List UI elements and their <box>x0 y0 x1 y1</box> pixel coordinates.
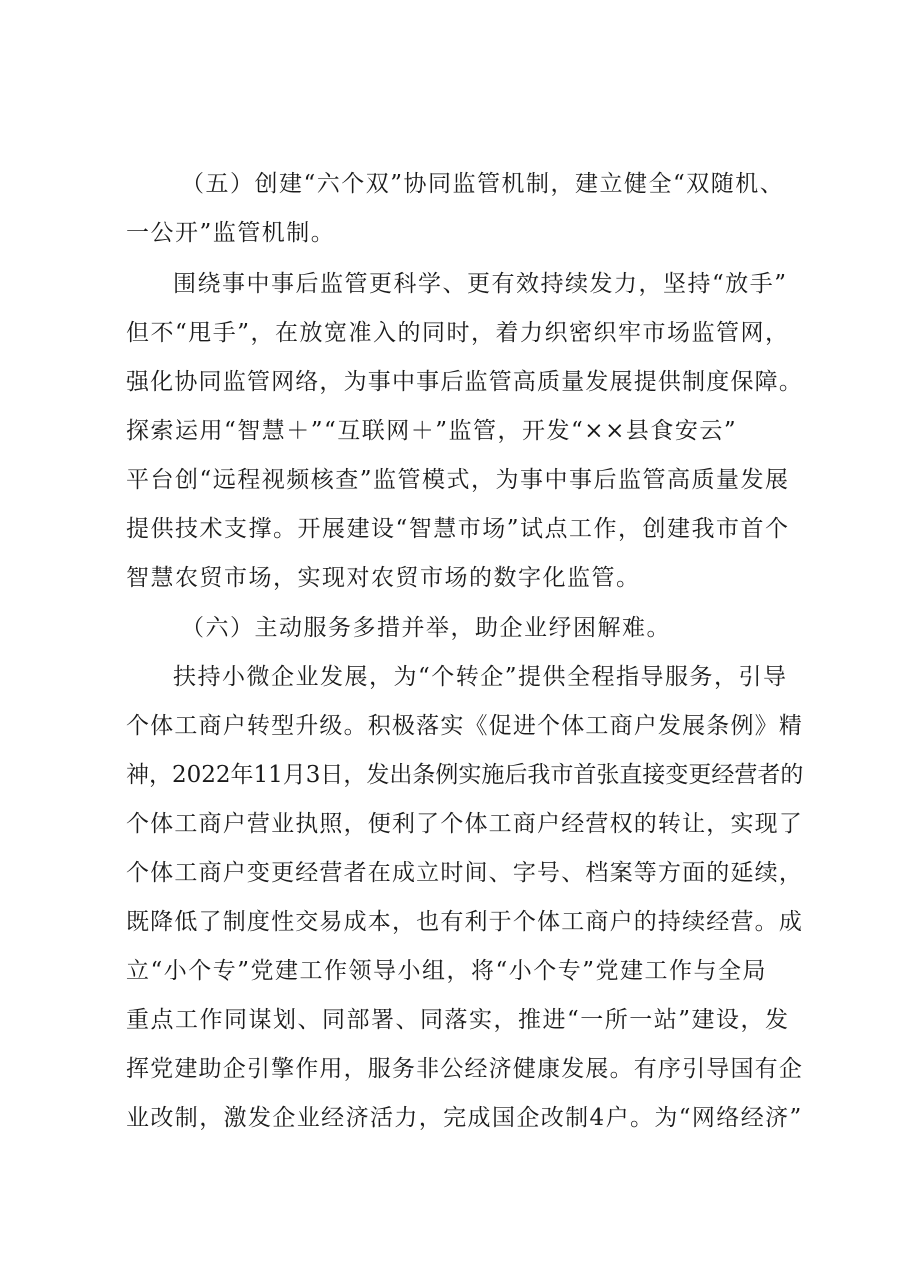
text-line: 业改制，激发企业经济活力，完成国企改制4户。为“网络经济” <box>126 1105 803 1131</box>
text-line: 个体工商户营业执照，便利了个体工商户经营权的转让，实现了 <box>126 811 803 837</box>
text-line: 强化协同监管网络，为事中事后监管高质量发展提供制度保障。 <box>126 369 803 395</box>
heading-section-six: （六）主动服务多措并举，助企业纾困解难。 <box>181 615 671 641</box>
text-line: 既降低了制度性交易成本，也有利于个体工商户的持续经营。成 <box>126 909 803 935</box>
heading-section-five: （五）创建“六个双”协同监管机制，建立健全“双随机、 <box>181 171 785 197</box>
text-line: 扶持小微企业发展，为“个转企”提供全程指导服务，引导 <box>173 664 788 690</box>
text-line: 智慧农贸市场，实现对农贸市场的数字化监管。 <box>126 565 641 591</box>
text-line: 但不“甩手”，在放宽准入的同时，着力织密织牢市场监管网， <box>126 320 790 346</box>
text-line: 提供技术支撑。开展建设“智慧市场”试点工作，创建我市首个 <box>126 516 790 542</box>
text-line: 挥党建助企引擎作用，服务非公经济健康发展。有序引导国有企 <box>126 1056 803 1082</box>
text-line: 探索运用“智慧＋”“互联网＋”监管，开发“××县食安云” <box>126 418 738 444</box>
text-line: 平台创“远程视频核查”监管模式，为事中事后监管高质量发展 <box>126 467 790 493</box>
text-line: 立“小个专”党建工作领导小组，将“小个专”党建工作与全局 <box>126 958 768 984</box>
text-line: 个体工商户变更经营者在成立时间、字号、档案等方面的延续， <box>126 860 803 886</box>
text-line: 一公开”监管机制。 <box>126 220 336 246</box>
text-line: 神，2022年11月3日，发出条例实施后我市首张直接变更经营者的 <box>126 762 804 788</box>
text-line: 个体工商户转型升级。积极落实《促进个体工商户发展条例》精 <box>126 713 803 739</box>
text-line: 重点工作同谋划、同部署、同落实，推进“一所一站”建设，发 <box>126 1007 790 1033</box>
text-line: 围绕事中事后监管更科学、更有效持续发力，坚持“放手” <box>173 271 788 297</box>
